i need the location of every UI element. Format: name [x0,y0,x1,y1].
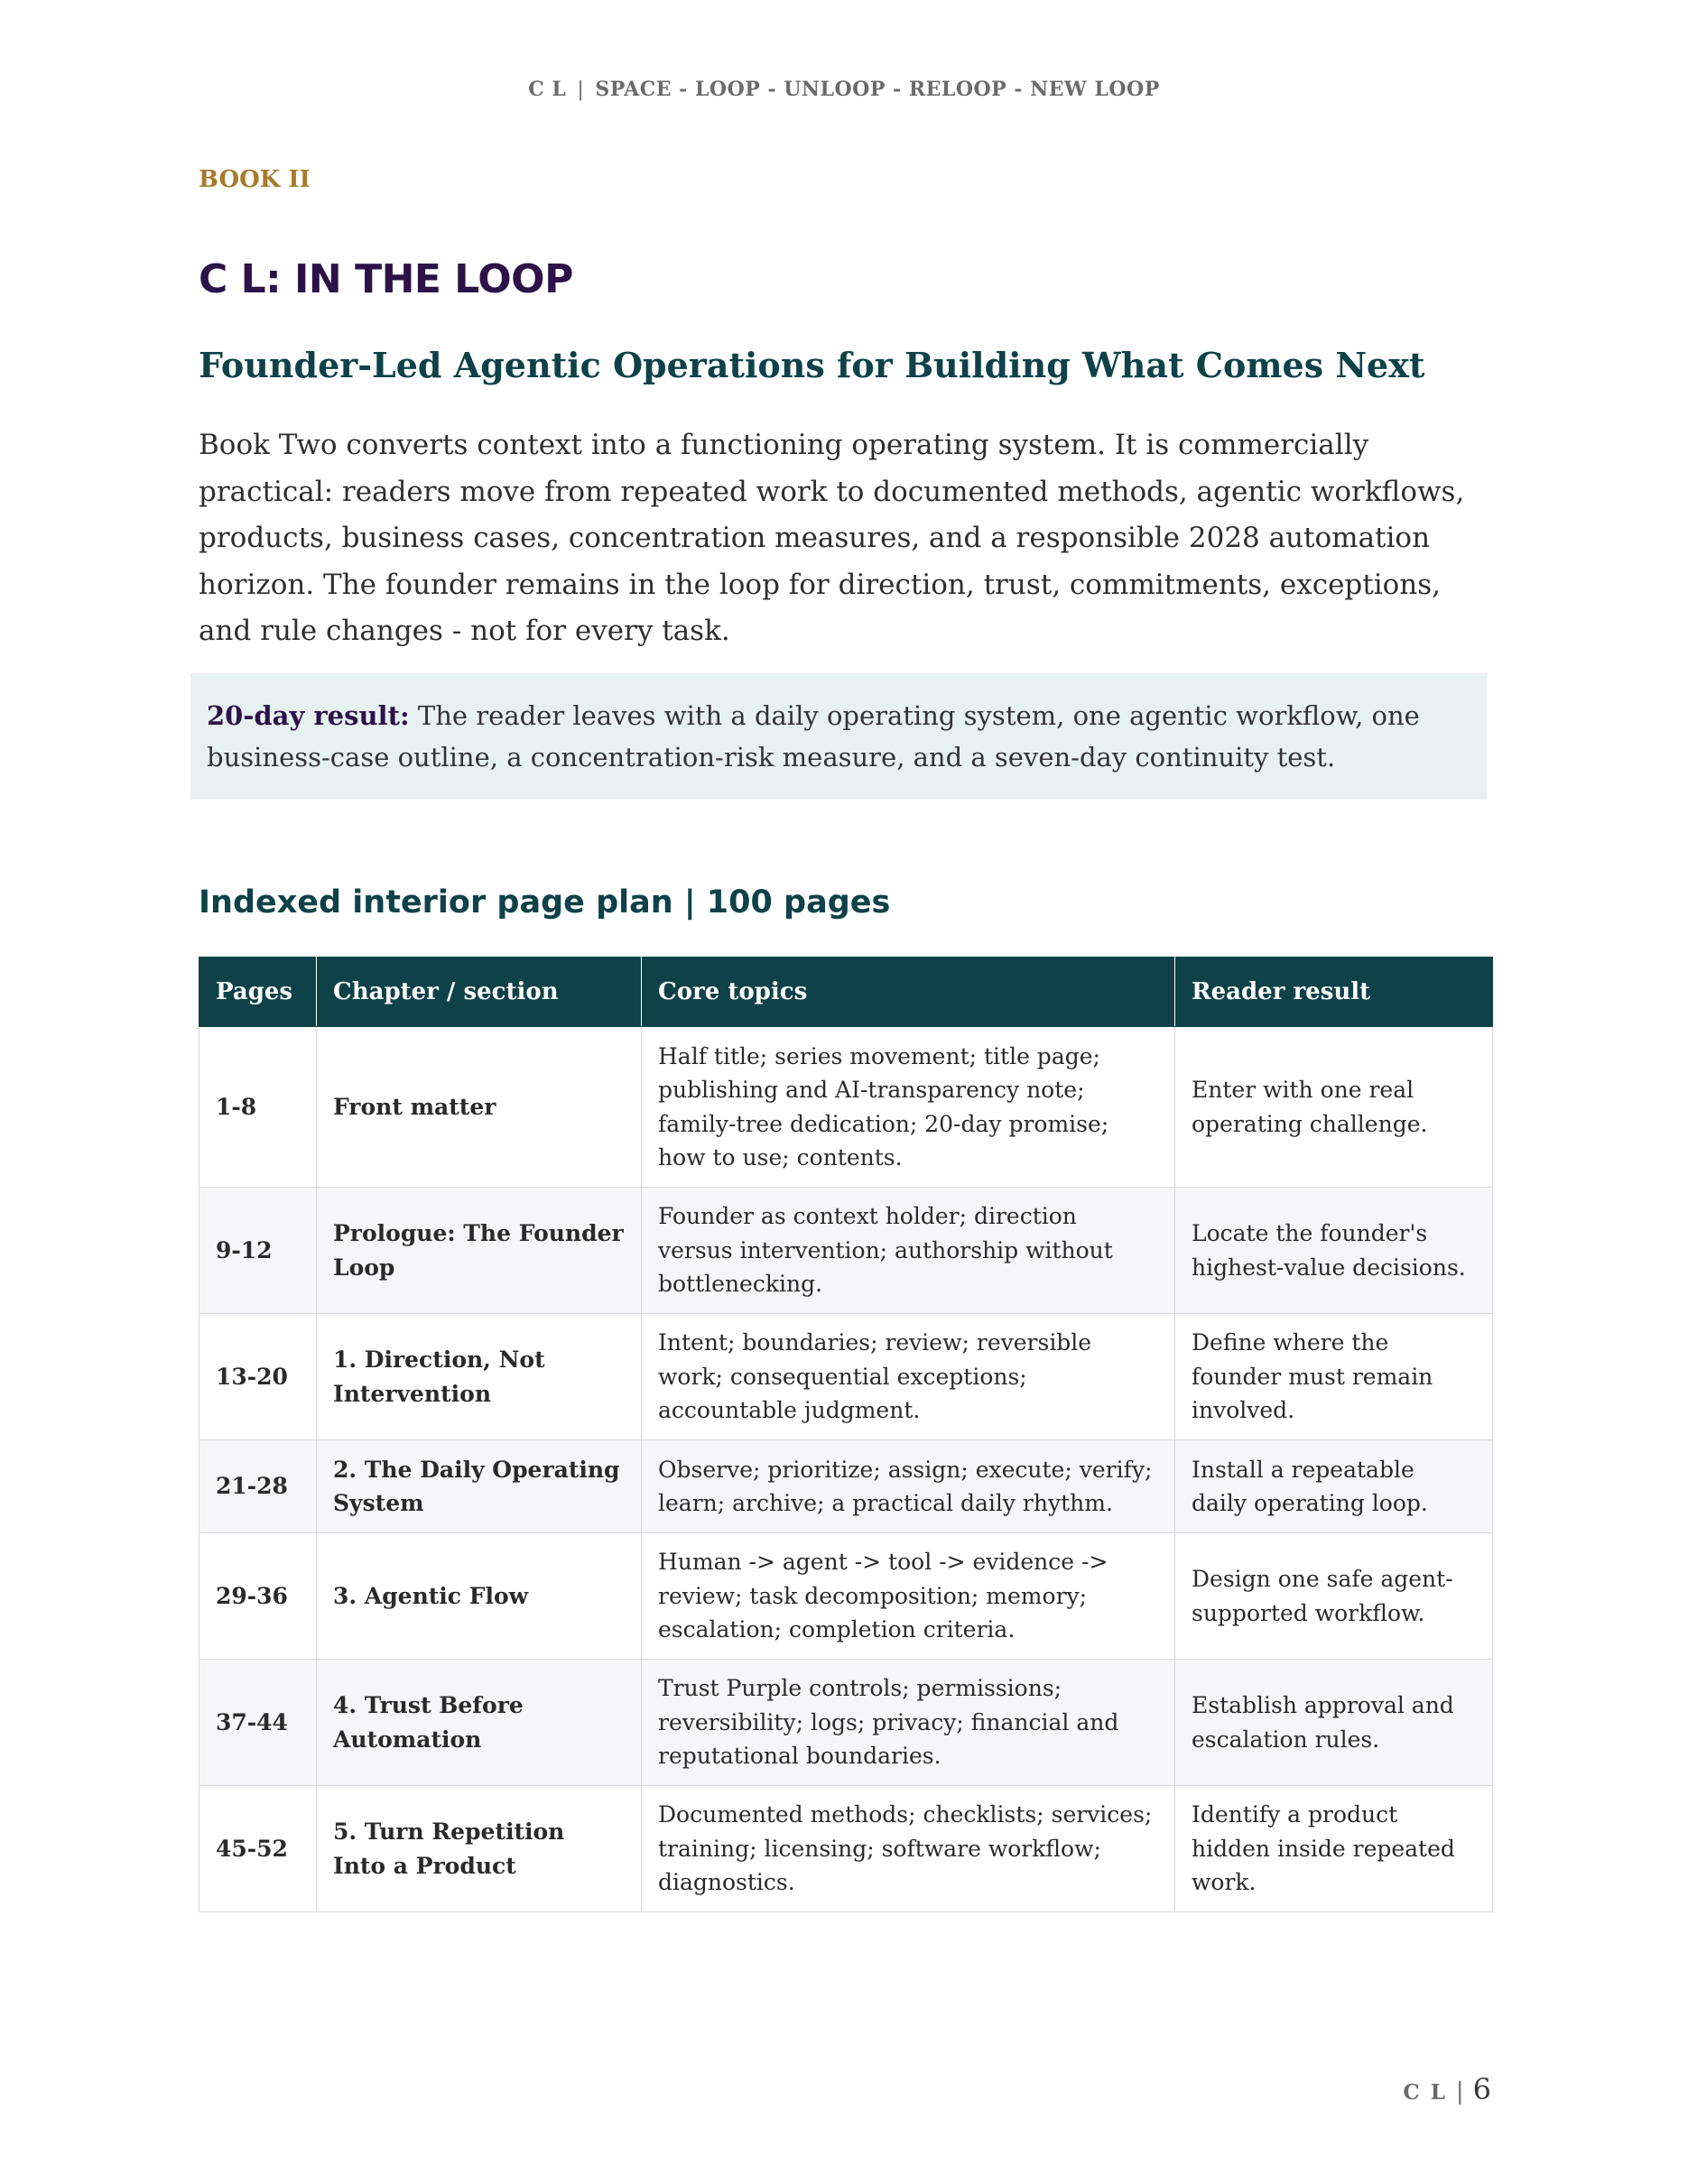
table-row [199,1533,1493,1660]
header-separator: | [577,79,585,101]
cell-pages: 1-8 [199,1027,317,1188]
result-callout [190,673,1487,800]
table-header-row [199,958,1493,1027]
cell-pages: 37-44 [199,1660,317,1786]
cell-result: Establish approval and escalation rules. [1175,1660,1493,1786]
callout-text: The reader leaves with a daily operating system, one agentic workflow, one business-case outline, a concentration-risk measure, and a seven-day continuity test. [207,700,1420,773]
header-brand: C L [528,78,567,101]
cell-result: Identify a product hidden inside repeated work. [1175,1786,1493,1912]
running-header [0,78,1688,101]
table-row [199,1027,1493,1188]
table-row [199,1188,1493,1314]
cell-topics: Documented methods; checklists; services; training; licensing; software workflow; diagnostics. [642,1786,1175,1912]
cell-chapter: 1. Direction, Not Intervention [317,1314,642,1440]
cell-pages: 9-12 [199,1188,317,1314]
cell-pages: 45-52 [199,1786,317,1912]
intro-paragraph: Book Two converts context into a functioning operating system. It is commercially practical: readers move from repeated work to documented methods, agentic workflows, products, business cases, concentration measures, and a responsible 2028 automation horizon. The founder remains in the loop for direction, trust, commitments, exceptions, and rule changes - not for every task. [199,429,1465,647]
book-label: BOOK II [199,166,311,193]
plan-heading: Indexed interior page plan | 100 pages [199,884,891,921]
cell-pages: 13-20 [199,1314,317,1440]
cell-result: Enter with one real operating challenge. [1175,1027,1493,1188]
cell-topics: Trust Purple controls; permissions; reversibility; logs; privacy; financial and reputational boundaries. [642,1660,1175,1786]
cell-result: Design one safe agent-supported workflow. [1175,1533,1493,1660]
header-series: SPACE - LOOP - UNLOOP - RELOOP - NEW LOOP [595,78,1160,101]
header-topics: Core topics [642,958,1175,1027]
cell-chapter: Front matter [317,1027,642,1188]
table-row [199,1786,1493,1912]
footer-separator: | [1455,2078,1464,2105]
header-result: Reader result [1175,958,1493,1027]
cell-chapter: 2. The Daily Operating System [317,1440,642,1533]
cell-pages: 21-28 [199,1440,317,1533]
callout-label: 20-day result: [207,700,410,731]
cell-topics: Founder as context holder; direction versus intervention; authorship without bottlenecking. [642,1188,1175,1314]
cell-result: Define where the founder must remain involved. [1175,1314,1493,1440]
footer-brand: C L [1403,2080,1447,2105]
cell-chapter: 4. Trust Before Automation [317,1660,642,1786]
table-row [199,1314,1493,1440]
cell-pages: 29-36 [199,1533,317,1660]
page-plan-table [199,957,1493,1912]
cell-topics: Observe; prioritize; assign; execute; verify; learn; archive; a practical daily rhythm. [642,1440,1175,1533]
cell-result: Locate the founder's highest-value decisions. [1175,1188,1493,1314]
header-chapter: Chapter / section [317,958,642,1027]
page-number: 6 [1472,2072,1491,2106]
cell-topics: Half title; series movement; title page; publishing and AI-transparency note; family-tree dedication; 20-day promise; how to use; contents. [642,1027,1175,1188]
table-row [199,1660,1493,1786]
cell-topics: Intent; boundaries; review; reversible work; consequential exceptions; accountable judgment. [642,1314,1175,1440]
cell-result: Install a repeatable daily operating loop. [1175,1440,1493,1533]
header-pages: Pages [199,958,317,1027]
book-subtitle: Founder-Led Agentic Operations for Building What Comes Next [199,345,1425,385]
table-row [199,1440,1493,1533]
cell-chapter: Prologue: The Founder Loop [317,1188,642,1314]
page-footer [1403,2072,1491,2106]
cell-topics: Human -> agent -> tool -> evidence -> review; task decomposition; memory; escalation; completion criteria. [642,1533,1175,1660]
book-title: C L: IN THE LOOP [199,256,573,302]
cell-chapter: 5. Turn Repetition Into a Product [317,1786,642,1912]
cell-chapter: 3. Agentic Flow [317,1533,642,1660]
